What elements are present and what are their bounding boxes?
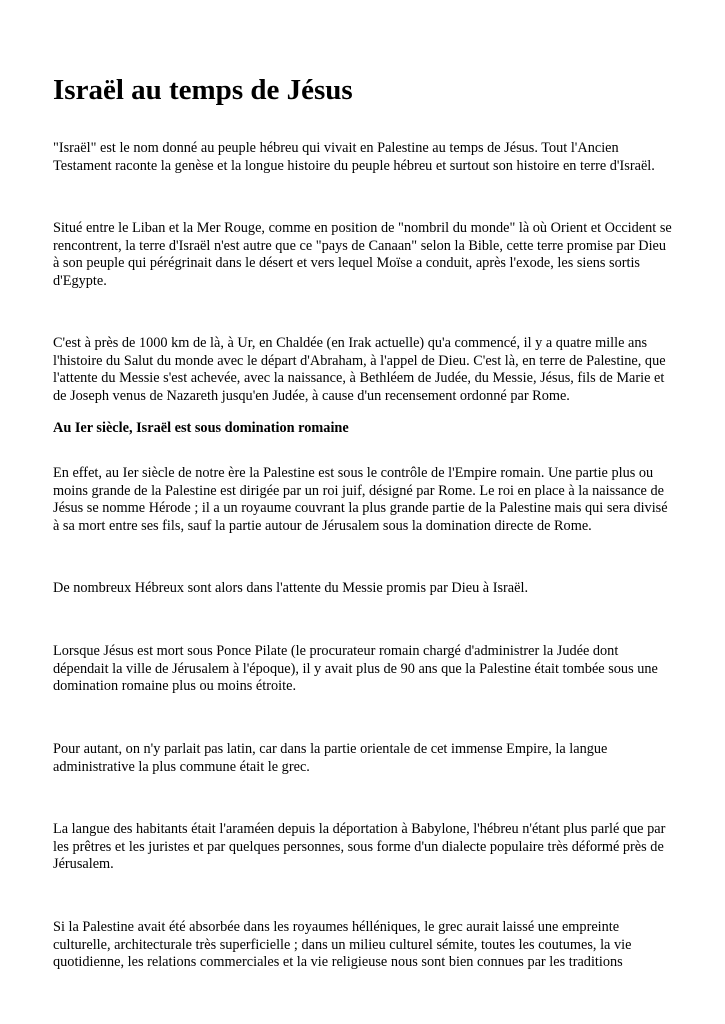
paragraph-traditions: Si la Palestine avait été absorbée dans les royaumes hélléniques, le grec aurait laissé une empreinte culturelle, architecturale très superficielle ; dans un milieu culturel sémite, toutes les coutumes, la vie quotidienne, les relations commerciales et la vie religieuse nous sont bien connues par les traditions [53,919,632,971]
page-title: Israël au temps de Jésus [53,74,353,106]
paragraph-langue-grec: Pour autant, on n'y parlait pas latin, car dans la partie orientale de cet immense Empire, la langue administrative la plus commune était le grec. [53,741,608,775]
paragraph-histoire-salut: C'est à près de 1000 km de là, à Ur, en Chaldée (en Irak actuelle) qu'a commencé, il y a quatre mille ans l'histoire du Salut du monde avec le départ d'Abraham, à l'appel de Dieu. C'est là, en terre de Palestine, que l'attente du Messie s'est achevée, avec la naissance, à Bethléem de Judée, du Messie, Jésus, fils de Marie et de Joseph venus de Nazareth jusqu'en Judée, à cause d'un recensement ordonné par Rome. [53,335,666,404]
paragraph-arameen: La langue des habitants était l'araméen depuis la déportation à Babylone, l'hébreu n'étant plus parlé que par les prêtres et les juristes et par quelques personnes, sous forme d'un dialecte populaire très déformé près de Jérusalem. [53,821,666,873]
paragraph-domination-romaine: En effet, au Ier siècle de notre ère la Palestine est sous le contrôle de l'Empire romain. Une partie plus ou moins grande de la Palestine est dirigée par un roi juif, désigné par Rome. Le roi en place à la naissance de Jésus se nomme Hérode ; il a un royaume couvrant la plus grande partie de la Palestine mais qui sera divisé à sa mort entre ses fils, sauf la partie autour de Jérusalem sous la domination directe de Rome. [53,465,668,534]
paragraph-attente-messie: De nombreux Hébreux sont alors dans l'attente du Messie promis par Dieu à Israël. [53,580,529,596]
paragraph-situation: Situé entre le Liban et la Mer Rouge, comme en position de "nombril du monde" là où Orient et Occident se rencontrent, la terre d'Israël n'est autre que ce "pays de Canaan" selon la Bible, cette terre promise par Dieu à son peuple qui pérégrinait dans le désert et vers lequel Moïse a conduit, après l'exode, les siens sortis d'Egypte. [53,220,672,289]
paragraph-ponce-pilate: Lorsque Jésus est mort sous Ponce Pilate (le procurateur romain chargé d'administrer la Judée dont dépendait la ville de Jérusalem à l'époque), il y avait plus de 90 ans que la Palestine était tombée sous une domination romaine plus ou moins étroite. [53,643,658,695]
section-subheading: Au Ier siècle, Israël est sous domination romaine [53,420,349,436]
paragraph-peuple-hebreu: "Israël" est le nom donné au peuple hébreu qui vivait en Palestine au temps de Jésus. Tout l'Ancien Testament raconte la genèse et la longue histoire du peuple hébreu et surtout son histoire en terre d'Israël. [53,140,655,174]
